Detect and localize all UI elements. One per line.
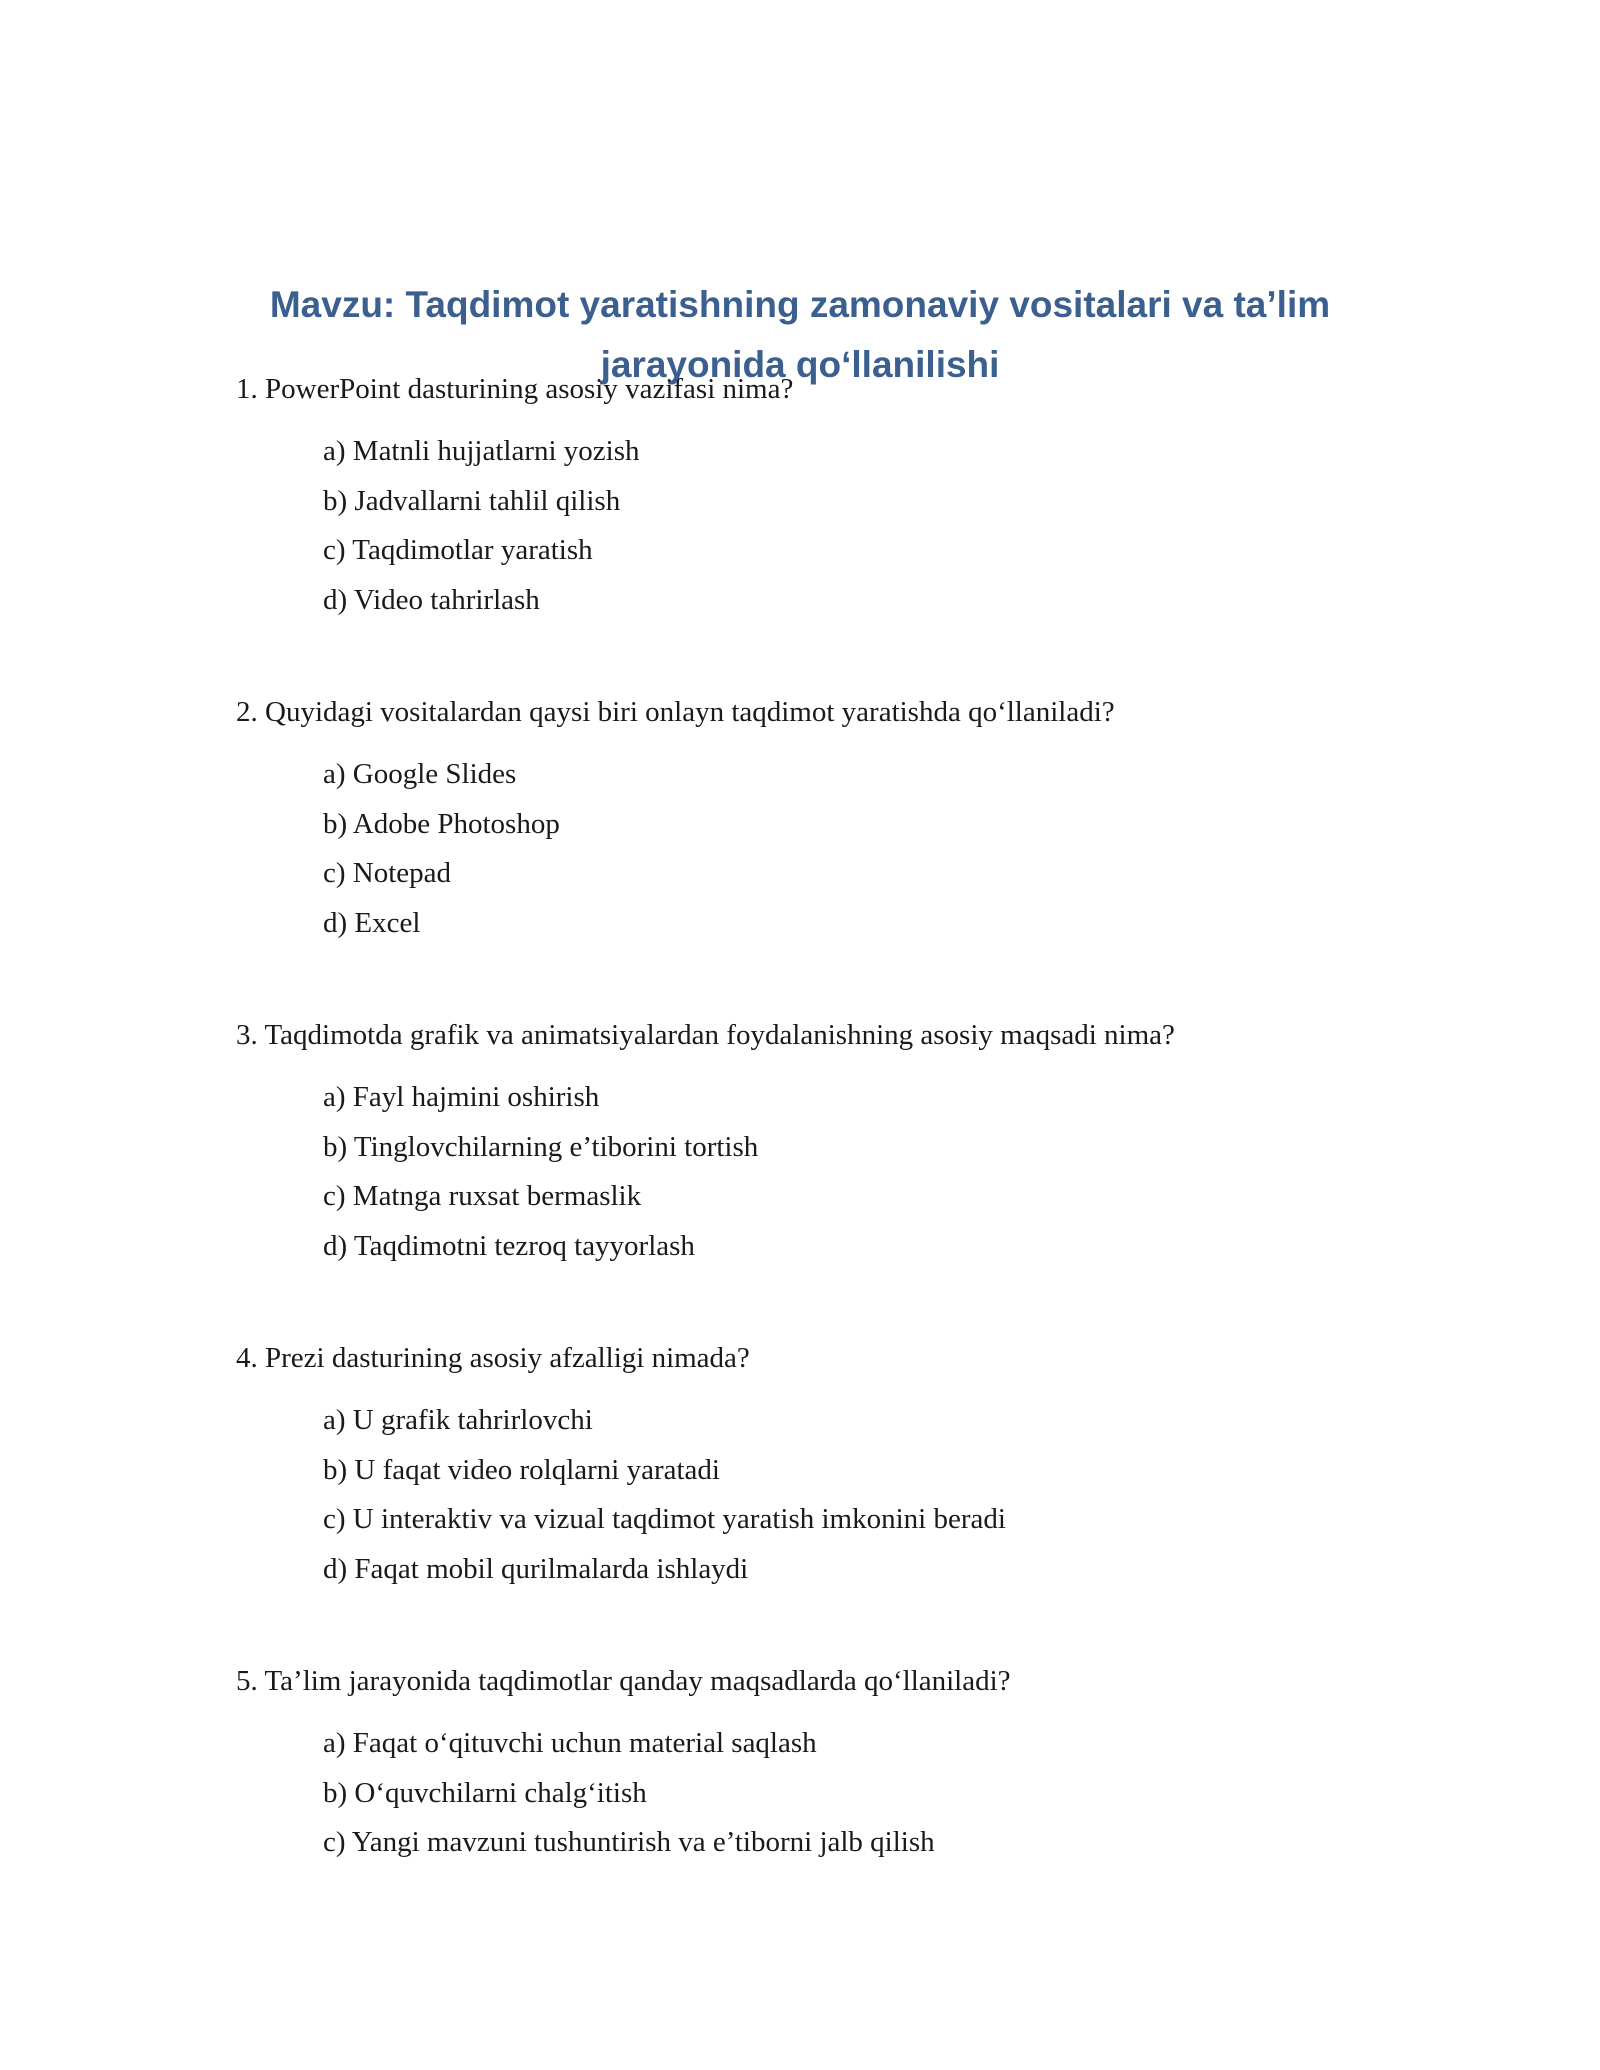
answer-option-c: c) Matnga ruxsat bermaslik xyxy=(323,1180,642,1212)
question-text: 5. Ta’lim jarayonida taqdimotlar qanday maqsadlarda qo‘llaniladi? xyxy=(236,1665,1011,1697)
question-text: 3. Taqdimotda grafik va animatsiyalardan foydalanishning asosiy maqsadi nima? xyxy=(236,1019,1175,1051)
answer-options xyxy=(236,1396,1396,1594)
question-2 xyxy=(236,693,1396,1016)
answer-option-d: d) Excel xyxy=(323,906,421,939)
answer-option-d: d) Video tahrirlash xyxy=(323,583,540,616)
answer-option-c: c) Taqdimotlar yaratish xyxy=(323,534,593,566)
answer-option-d: d) Faqat mobil qurilmalarda ishlaydi xyxy=(323,1552,749,1585)
answer-options xyxy=(236,750,1396,948)
question-text: 2. Quyidagi vositalardan qaysi biri onlayn taqdimot yaratishda qo‘llaniladi? xyxy=(236,696,1115,728)
answer-option-a: a) Faqat o‘qituvchi uchun material saqlash xyxy=(323,1727,817,1759)
answer-option-b: b) U faqat video rolqlarni yaratadi xyxy=(323,1453,720,1486)
question-4 xyxy=(236,1339,1396,1662)
question-text: 1. PowerPoint dasturining asosiy vazifasi nima? xyxy=(236,373,794,405)
question-3 xyxy=(236,1016,1396,1339)
answer-option-b: b) Tinglovchilarning e’tiborini tortish xyxy=(323,1130,759,1163)
question-list xyxy=(236,370,1396,1985)
title-line-1: Mavzu: Taqdimot yaratishning zamonaviy vositalari va ta’lim xyxy=(269,283,1331,325)
answer-option-b: b) Jadvallarni tahlil qilish xyxy=(323,484,621,517)
answer-option-a: a) Matnli hujjatlarni yozish xyxy=(323,435,640,467)
answer-option-d: d) Taqdimotni tezroq tayyorlash xyxy=(323,1229,695,1262)
answer-option-a: a) Fayl hajmini oshirish xyxy=(323,1081,600,1113)
answer-option-a: a) Google Slides xyxy=(323,758,517,790)
question-5 xyxy=(236,1662,1396,1985)
answer-option-c: c) U interaktiv va vizual taqdimot yaratish imkonini beradi xyxy=(323,1503,1006,1535)
answer-option-c: c) Notepad xyxy=(323,857,452,889)
answer-option-a: a) U grafik tahrirlovchi xyxy=(323,1404,593,1436)
question-text: 4. Prezi dasturining asosiy afzalligi nimada? xyxy=(236,1342,750,1374)
answer-options xyxy=(236,1073,1396,1271)
answer-option-b: b) O‘quvchilarni chalg‘itish xyxy=(323,1776,647,1809)
title-line-2: jarayonida qo‘llanilishi xyxy=(600,343,1000,385)
answer-options xyxy=(236,1719,1396,1868)
answer-option-c: c) Yangi mavzuni tushuntirish va e’tiborni jalb qilish xyxy=(323,1826,935,1858)
answer-options xyxy=(236,427,1396,625)
answer-option-b: b) Adobe Photoshop xyxy=(323,807,560,840)
question-1 xyxy=(236,370,1396,693)
